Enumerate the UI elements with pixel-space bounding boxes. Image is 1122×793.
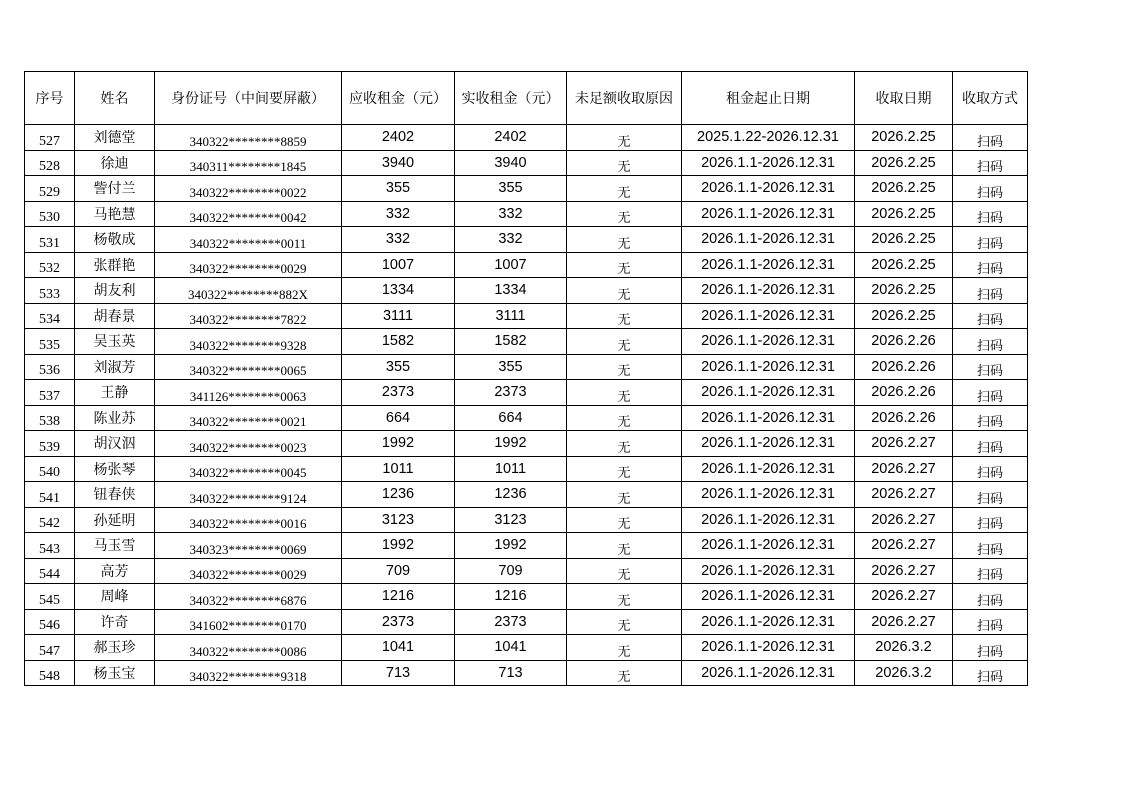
cell-shortfall-reason: 无 [567,558,682,584]
cell-payment-method: 扫码 [953,125,1028,151]
table-row [25,176,1028,202]
cell-rent-period: 2026.1.1-2026.12.31 [682,278,855,304]
cell-id-number: 340322********9318 [155,660,342,686]
cell-name: 周峰 [75,584,155,610]
header-rent-period: 租金起止日期 [682,72,855,125]
cell-index: 542 [25,507,75,533]
cell-payment-method: 扫码 [953,558,1028,584]
cell-shortfall-reason: 无 [567,278,682,304]
cell-name: 郝玉珍 [75,635,155,661]
cell-collection-date: 2026.2.25 [855,252,953,278]
cell-index: 528 [25,150,75,176]
cell-rent-paid: 1992 [455,533,567,559]
cell-shortfall-reason: 无 [567,252,682,278]
cell-collection-date: 2026.2.25 [855,176,953,202]
cell-name: 孙延明 [75,507,155,533]
cell-name: 高芳 [75,558,155,584]
cell-id-number: 340322********8859 [155,125,342,151]
cell-payment-method: 扫码 [953,380,1028,406]
cell-name: 胡汉泅 [75,431,155,457]
table-row [25,660,1028,686]
cell-name: 王静 [75,380,155,406]
table-row [25,635,1028,661]
cell-payment-method: 扫码 [953,252,1028,278]
cell-payment-method: 扫码 [953,482,1028,508]
cell-rent-paid: 2373 [455,380,567,406]
cell-rent-paid: 1007 [455,252,567,278]
cell-shortfall-reason: 无 [567,431,682,457]
cell-payment-method: 扫码 [953,354,1028,380]
cell-rent-due: 1582 [342,329,455,355]
cell-id-number: 340322********0042 [155,201,342,227]
cell-shortfall-reason: 无 [567,227,682,253]
table-row [25,431,1028,457]
cell-index: 532 [25,252,75,278]
table-row [25,533,1028,559]
cell-collection-date: 2026.2.25 [855,125,953,151]
cell-collection-date: 2026.2.25 [855,227,953,253]
cell-index: 537 [25,380,75,406]
cell-rent-paid: 664 [455,405,567,431]
cell-name: 马玉雪 [75,533,155,559]
cell-name: 胡友利 [75,278,155,304]
cell-shortfall-reason: 无 [567,176,682,202]
cell-rent-due: 3111 [342,303,455,329]
cell-rent-due: 2373 [342,380,455,406]
table-row [25,609,1028,635]
cell-name: 张群艳 [75,252,155,278]
cell-shortfall-reason: 无 [567,354,682,380]
cell-payment-method: 扫码 [953,584,1028,610]
cell-shortfall-reason: 无 [567,584,682,610]
table-row [25,558,1028,584]
cell-index: 543 [25,533,75,559]
cell-rent-period: 2026.1.1-2026.12.31 [682,150,855,176]
cell-index: 540 [25,456,75,482]
cell-payment-method: 扫码 [953,431,1028,457]
table-row [25,405,1028,431]
cell-index: 531 [25,227,75,253]
cell-shortfall-reason: 无 [567,380,682,406]
table-row [25,482,1028,508]
cell-collection-date: 2026.2.27 [855,431,953,457]
cell-payment-method: 扫码 [953,201,1028,227]
cell-index: 548 [25,660,75,686]
cell-collection-date: 2026.2.25 [855,303,953,329]
cell-name: 胡春景 [75,303,155,329]
cell-rent-paid: 1041 [455,635,567,661]
cell-index: 547 [25,635,75,661]
cell-rent-period: 2026.1.1-2026.12.31 [682,329,855,355]
cell-payment-method: 扫码 [953,176,1028,202]
cell-payment-method: 扫码 [953,609,1028,635]
rent-collection-table [24,71,1028,686]
cell-payment-method: 扫码 [953,227,1028,253]
cell-payment-method: 扫码 [953,278,1028,304]
cell-payment-method: 扫码 [953,329,1028,355]
cell-rent-period: 2026.1.1-2026.12.31 [682,405,855,431]
cell-collection-date: 2026.2.25 [855,150,953,176]
cell-rent-period: 2026.1.1-2026.12.31 [682,533,855,559]
cell-name: 杨玉宝 [75,660,155,686]
cell-rent-due: 332 [342,227,455,253]
table-row [25,456,1028,482]
cell-name: 杨张琴 [75,456,155,482]
cell-rent-paid: 355 [455,176,567,202]
cell-collection-date: 2026.3.2 [855,660,953,686]
cell-rent-due: 1007 [342,252,455,278]
cell-id-number: 341602********0170 [155,609,342,635]
cell-collection-date: 2026.2.27 [855,609,953,635]
cell-rent-paid: 3940 [455,150,567,176]
cell-rent-due: 1216 [342,584,455,610]
table-row [25,201,1028,227]
cell-rent-period: 2026.1.1-2026.12.31 [682,635,855,661]
cell-rent-period: 2026.1.1-2026.12.31 [682,227,855,253]
cell-id-number: 340322********0011 [155,227,342,253]
cell-shortfall-reason: 无 [567,456,682,482]
cell-rent-period: 2026.1.1-2026.12.31 [682,252,855,278]
cell-rent-period: 2026.1.1-2026.12.31 [682,482,855,508]
cell-index: 533 [25,278,75,304]
cell-collection-date: 2026.2.26 [855,354,953,380]
cell-collection-date: 2026.2.26 [855,329,953,355]
cell-index: 530 [25,201,75,227]
cell-shortfall-reason: 无 [567,635,682,661]
cell-rent-period: 2026.1.1-2026.12.31 [682,303,855,329]
cell-index: 535 [25,329,75,355]
cell-payment-method: 扫码 [953,635,1028,661]
cell-collection-date: 2026.2.25 [855,278,953,304]
cell-rent-period: 2026.1.1-2026.12.31 [682,558,855,584]
cell-collection-date: 2026.2.27 [855,584,953,610]
table-row [25,252,1028,278]
cell-id-number: 340322********0029 [155,252,342,278]
cell-index: 538 [25,405,75,431]
cell-rent-period: 2026.1.1-2026.12.31 [682,456,855,482]
cell-rent-paid: 355 [455,354,567,380]
cell-rent-due: 664 [342,405,455,431]
table-row [25,278,1028,304]
header-payment-method: 收取方式 [953,72,1028,125]
cell-collection-date: 2026.2.27 [855,507,953,533]
cell-name: 刘德堂 [75,125,155,151]
header-name: 姓名 [75,72,155,125]
cell-rent-paid: 2373 [455,609,567,635]
cell-id-number: 340323********0069 [155,533,342,559]
cell-index: 546 [25,609,75,635]
cell-rent-paid: 1236 [455,482,567,508]
cell-rent-due: 3940 [342,150,455,176]
cell-rent-period: 2026.1.1-2026.12.31 [682,609,855,635]
cell-index: 544 [25,558,75,584]
cell-shortfall-reason: 无 [567,609,682,635]
cell-shortfall-reason: 无 [567,329,682,355]
cell-index: 527 [25,125,75,151]
cell-shortfall-reason: 无 [567,150,682,176]
cell-rent-paid: 332 [455,201,567,227]
cell-rent-due: 1236 [342,482,455,508]
cell-name: 马艳慧 [75,201,155,227]
cell-rent-paid: 2402 [455,125,567,151]
cell-rent-due: 713 [342,660,455,686]
cell-index: 536 [25,354,75,380]
cell-payment-method: 扫码 [953,303,1028,329]
header-rent-due: 应收租金（元） [342,72,455,125]
cell-collection-date: 2026.2.27 [855,482,953,508]
cell-name: 吴玉英 [75,329,155,355]
cell-rent-due: 1041 [342,635,455,661]
cell-rent-period: 2026.1.1-2026.12.31 [682,584,855,610]
cell-rent-paid: 713 [455,660,567,686]
cell-rent-period: 2026.1.1-2026.12.31 [682,201,855,227]
cell-id-number: 340311********1845 [155,150,342,176]
cell-id-number: 340322********0023 [155,431,342,457]
cell-rent-period: 2026.1.1-2026.12.31 [682,176,855,202]
cell-rent-due: 3123 [342,507,455,533]
cell-shortfall-reason: 无 [567,303,682,329]
cell-rent-period: 2026.1.1-2026.12.31 [682,660,855,686]
cell-rent-period: 2026.1.1-2026.12.31 [682,431,855,457]
cell-rent-period: 2026.1.1-2026.12.31 [682,507,855,533]
cell-id-number: 340322********0022 [155,176,342,202]
cell-collection-date: 2026.2.27 [855,456,953,482]
cell-rent-period: 2026.1.1-2026.12.31 [682,380,855,406]
table-row [25,227,1028,253]
cell-id-number: 340322********0065 [155,354,342,380]
header-collection-date: 收取日期 [855,72,953,125]
cell-collection-date: 2026.2.27 [855,558,953,584]
cell-payment-method: 扫码 [953,507,1028,533]
cell-rent-paid: 1216 [455,584,567,610]
table-row [25,354,1028,380]
cell-shortfall-reason: 无 [567,482,682,508]
cell-rent-due: 1011 [342,456,455,482]
cell-name: 杨敬成 [75,227,155,253]
cell-rent-paid: 3111 [455,303,567,329]
cell-index: 539 [25,431,75,457]
cell-payment-method: 扫码 [953,456,1028,482]
cell-name: 钮春侠 [75,482,155,508]
cell-rent-period: 2026.1.1-2026.12.31 [682,354,855,380]
cell-id-number: 340322********0021 [155,405,342,431]
cell-rent-paid: 3123 [455,507,567,533]
cell-index: 534 [25,303,75,329]
cell-id-number: 340322********7822 [155,303,342,329]
cell-id-number: 340322********0045 [155,456,342,482]
cell-index: 545 [25,584,75,610]
cell-rent-paid: 1334 [455,278,567,304]
cell-rent-due: 1992 [342,431,455,457]
cell-rent-due: 709 [342,558,455,584]
header-shortfall-reason: 未足额收取原因 [567,72,682,125]
cell-rent-due: 1334 [342,278,455,304]
cell-rent-paid: 332 [455,227,567,253]
cell-id-number: 340322********6876 [155,584,342,610]
cell-index: 529 [25,176,75,202]
cell-name: 徐迪 [75,150,155,176]
table-row [25,329,1028,355]
cell-collection-date: 2026.2.26 [855,380,953,406]
cell-id-number: 341126********0063 [155,380,342,406]
cell-id-number: 340322********0029 [155,558,342,584]
cell-collection-date: 2026.2.26 [855,405,953,431]
cell-payment-method: 扫码 [953,405,1028,431]
cell-collection-date: 2026.3.2 [855,635,953,661]
cell-shortfall-reason: 无 [567,660,682,686]
table-row [25,584,1028,610]
cell-payment-method: 扫码 [953,533,1028,559]
cell-rent-due: 332 [342,201,455,227]
header-row [25,72,1028,125]
cell-shortfall-reason: 无 [567,201,682,227]
cell-shortfall-reason: 无 [567,533,682,559]
cell-name: 许奇 [75,609,155,635]
cell-shortfall-reason: 无 [567,125,682,151]
cell-name: 陈业苏 [75,405,155,431]
cell-shortfall-reason: 无 [567,507,682,533]
cell-payment-method: 扫码 [953,150,1028,176]
table-row [25,150,1028,176]
header-rent-paid: 实收租金（元） [455,72,567,125]
cell-rent-due: 355 [342,176,455,202]
cell-rent-paid: 1582 [455,329,567,355]
cell-rent-due: 355 [342,354,455,380]
cell-id-number: 340322********9124 [155,482,342,508]
header-index: 序号 [25,72,75,125]
cell-shortfall-reason: 无 [567,405,682,431]
cell-rent-period: 2025.1.22-2026.12.31 [682,125,855,151]
cell-rent-due: 2402 [342,125,455,151]
cell-id-number: 340322********0086 [155,635,342,661]
cell-index: 541 [25,482,75,508]
cell-rent-due: 2373 [342,609,455,635]
cell-rent-paid: 1011 [455,456,567,482]
cell-collection-date: 2026.2.25 [855,201,953,227]
cell-name: 訾付兰 [75,176,155,202]
cell-id-number: 340322********0016 [155,507,342,533]
cell-rent-paid: 1992 [455,431,567,457]
cell-rent-paid: 709 [455,558,567,584]
header-id-number: 身份证号（中间要屏蔽） [155,72,342,125]
cell-payment-method: 扫码 [953,660,1028,686]
cell-id-number: 340322********882X [155,278,342,304]
cell-name: 刘淑芳 [75,354,155,380]
cell-id-number: 340322********9328 [155,329,342,355]
cell-collection-date: 2026.2.27 [855,533,953,559]
cell-rent-due: 1992 [342,533,455,559]
table-row [25,303,1028,329]
table-row [25,507,1028,533]
table-row [25,380,1028,406]
table-row [25,125,1028,151]
